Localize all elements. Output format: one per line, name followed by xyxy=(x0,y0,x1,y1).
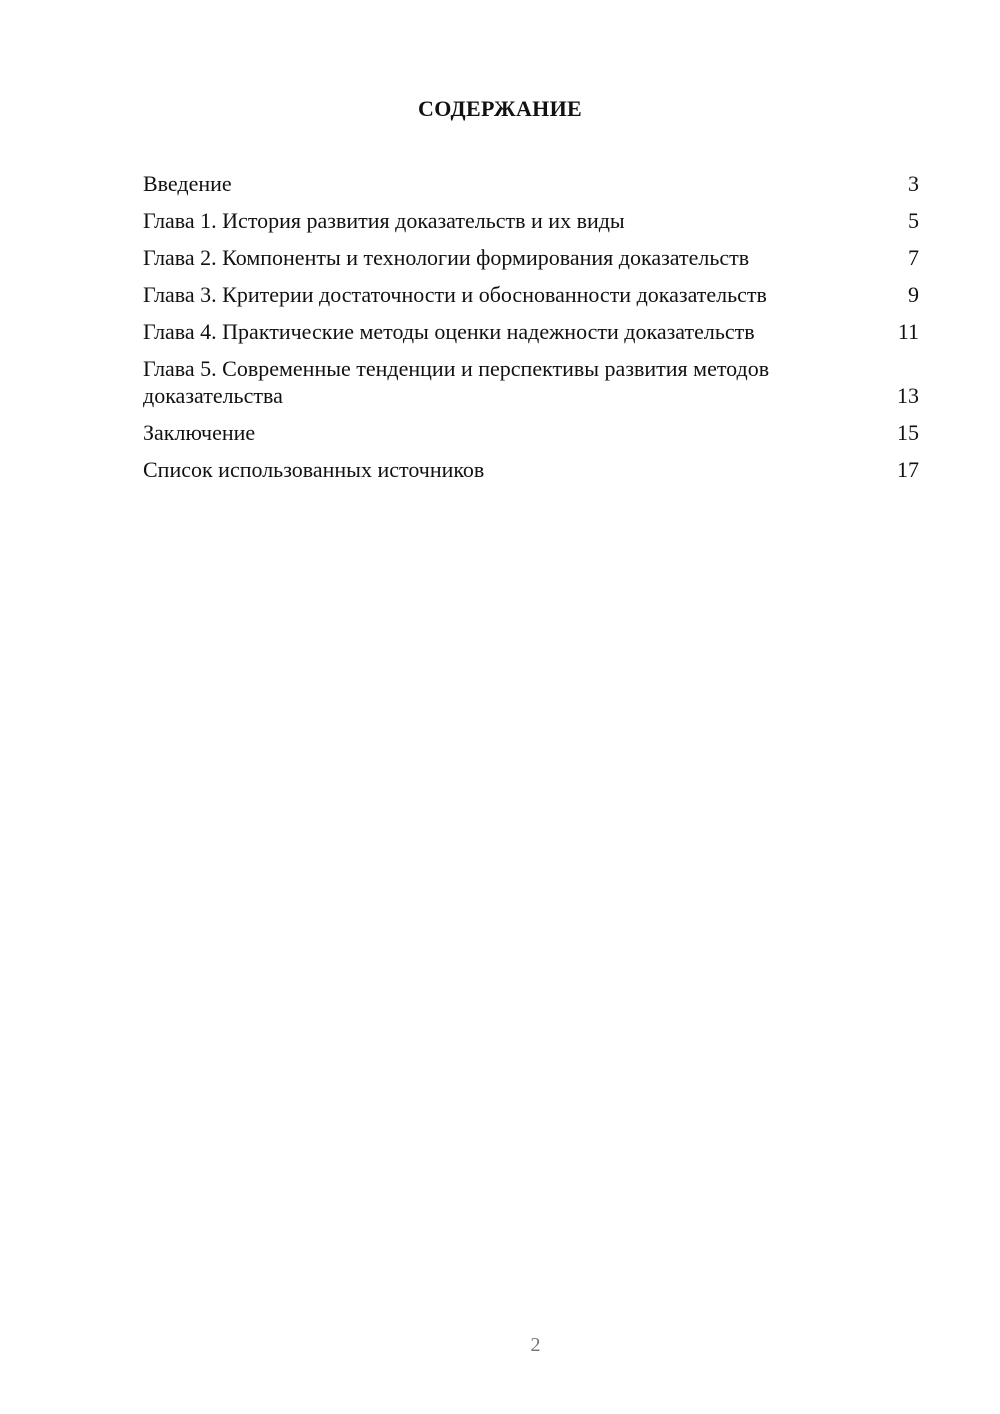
toc-entry-page: 15 xyxy=(897,420,919,445)
page-title: СОДЕРЖАНИЕ xyxy=(418,96,582,121)
toc-entry-title: Глава 3. Критерии достаточности и обоснованности доказательств xyxy=(143,282,767,307)
toc-entry-title: Глава 5. Современные тенденции и перспективы развития методов доказательства xyxy=(143,356,770,408)
toc-entry-page: 3 xyxy=(908,171,919,196)
toc-entry xyxy=(143,281,919,308)
toc-entry xyxy=(143,170,919,197)
toc-entry-title: Глава 2. Компоненты и технологии формирования доказательств xyxy=(143,245,750,270)
toc-entry-title: Заключение xyxy=(143,420,256,445)
toc-entry-title: Введение xyxy=(143,171,232,196)
toc-entry-page: 13 xyxy=(897,383,919,408)
toc-entry xyxy=(143,244,919,271)
toc-entry-page: 17 xyxy=(897,457,919,482)
toc-entry xyxy=(143,318,919,345)
toc-entry xyxy=(143,207,919,234)
toc-entry-page: 7 xyxy=(908,245,919,270)
toc-entry-title: Глава 4. Практические методы оценки надежности доказательств xyxy=(143,319,755,344)
toc-entry xyxy=(143,355,919,409)
toc-entry-page: 9 xyxy=(908,282,919,307)
table-of-contents xyxy=(143,170,919,493)
toc-entry xyxy=(143,456,919,483)
page-number: 2 xyxy=(530,1334,541,1356)
toc-entry xyxy=(143,419,919,446)
toc-entry-title: Глава 1. История развития доказательств и их виды xyxy=(143,208,625,233)
toc-entry-page: 5 xyxy=(908,208,919,233)
toc-entry-page: 11 xyxy=(897,319,919,344)
toc-entry-title: Список использованных источников xyxy=(143,457,485,482)
